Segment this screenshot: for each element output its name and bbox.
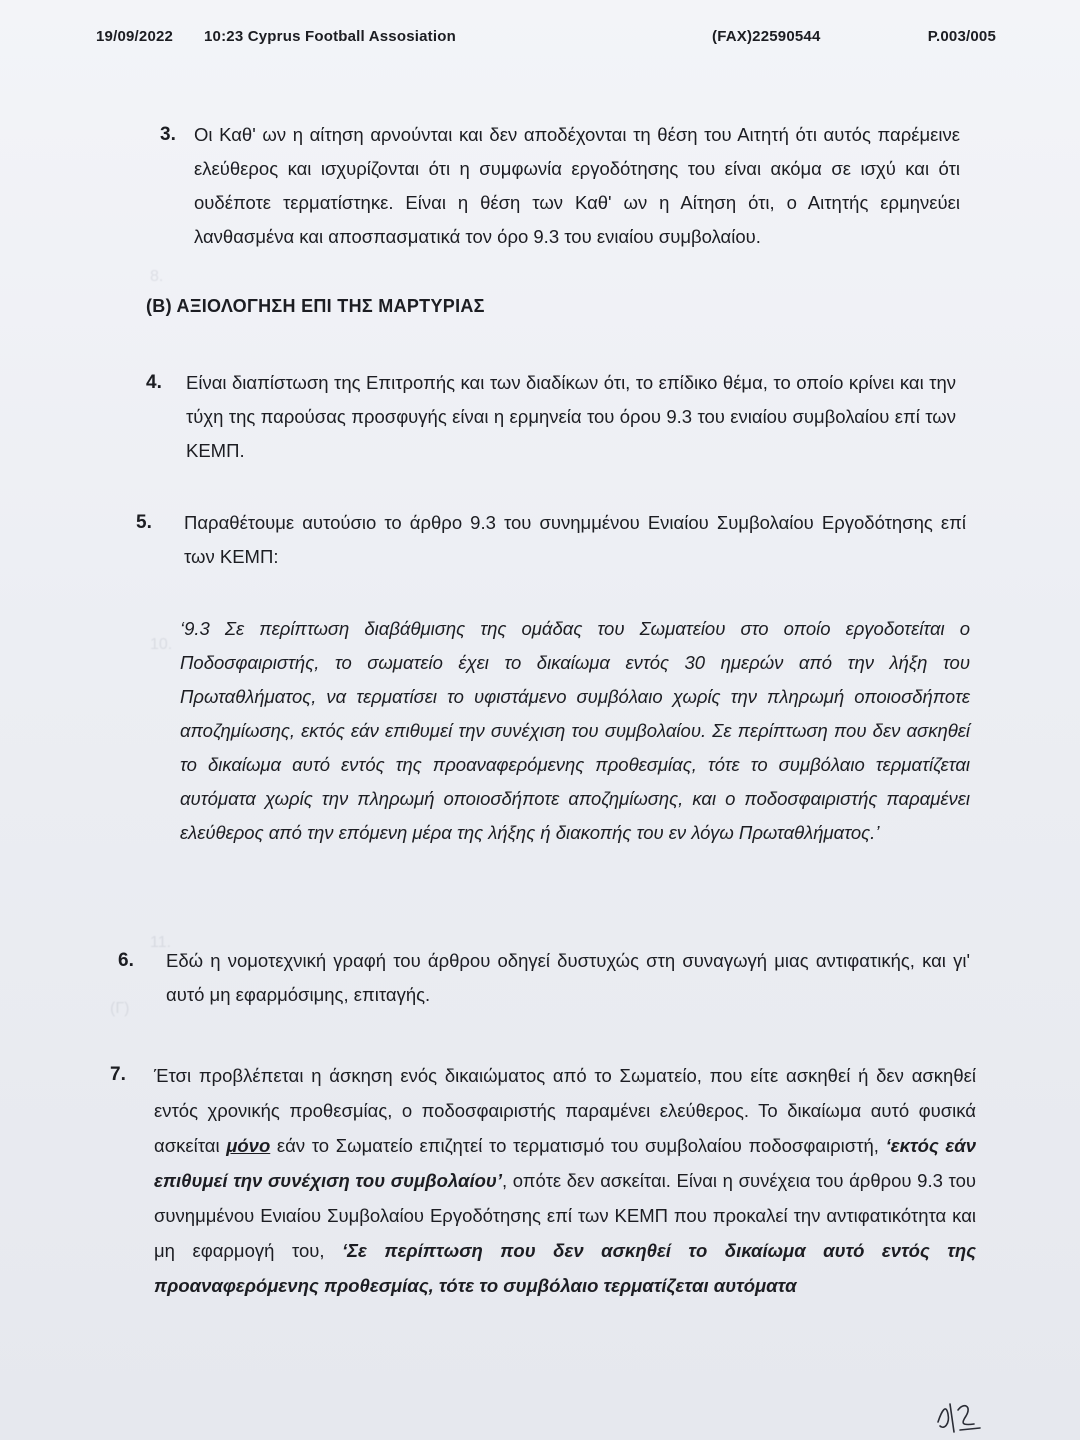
- bleed-through-text: 8.: [150, 268, 462, 285]
- paragraph-text: Είναι διαπίστωση της Επιτροπής και των διαδίκων ότι, το επίδικο θέμα, το οποίο κρίνει και την τύχη της παρούσας προσφυγής είναι η ερμηνεία του όρου 9.3 του ενιαίου συμβολαίου επί των ΚΕΜΠ.: [186, 372, 956, 461]
- paragraph-text: Εδώ η νομοτεχνική γραφή του άρθρου οδηγεί δυστυχώς στη συναγωγή μιας αντιφατικής, και γι' αυτό μη εφαρμόσιμης, επιταγής.: [166, 950, 970, 1005]
- section-heading: (Β) ΑΞΙΟΛΟΓΗΣΗ ΕΠΙ ΤΗΣ ΜΑΡΤΥΡΙΑΣ: [146, 296, 485, 316]
- fax-time-sender: 10:23 Cyprus Football Assosiation: [204, 28, 456, 45]
- quoted-article-9-3: ‘9.3 Σε περίπτωση διαβάθμισης της ομάδας του Σωματείου στο οποίο εργοδοτείται ο Ποδοσφαιριστής, το σωματείο έχει το δικαίωμα εντός 30 ημερών από την λήξη του Πρωταθλήματος, να τερματίσει το υφιστάμενο συμβόλαιο χωρίς την πληρωμή οποιοσδήποτε αποζημίωσης, εκτός εάν επιθυμεί την συνέχιση του συμβολαίου. Σε περίπτωση που δεν ασκηθεί το δικαίωμα αυτό εντός της προαναφερόμενης προθεσμίας, τότε το συμβόλαιο τερματίζεται αυτόματα χωρίς την πληρωμή οποιοσδήποτε αποζημίωσης, και ο ποδοσφαιριστής παραμένει ελεύθερος από την επόμενη μέρα της λήξης ή διακοπής του εν λόγω Πρωταθλήματος.’: [180, 618, 970, 843]
- paragraph-text: Οι Καθ' ων η αίτηση αρνούνται και δεν αποδέχονται τη θέση του Αιτητή ότι αυτός παρέμεινε ελεύθερος και ισχυρίζονται ότι η συμφωνία εργοδότησης του είναι ακόμα σε ισχύ και ότι ουδέποτε τερματίστηκε. Είναι η θέση των Καθ' ων η Αίτηση ότι, ο Αιτητής ερμηνεύει λανθασμένα και αποσπασματικά τον όρο 9.3 του ενιαίου συμβολαίου.: [194, 124, 960, 247]
- fax-date: 19/09/2022: [96, 28, 174, 45]
- bleed-through-text: (Γ): [110, 1000, 130, 1017]
- bleed-through-text: 11.: [150, 934, 172, 951]
- paragraph-number: 6.: [118, 950, 134, 971]
- paragraph-7-text-a: Έτσι προβλέπεται η άσκηση ενός δικαιώματος από το Σωματείο, που είτε ασκηθεί ή δεν ασκηθεί εντός χρονικής προθεσμίας, ο ποδοσφαιριστής παραμένει ελεύθερος. Το δικαίωμα αυτό φυσικά ασκείται: [154, 1065, 976, 1156]
- quoted-phrase-2: ‘Σε περίπτωση που δεν ασκηθεί το δικαίωμα αυτό εντός της προαναφερόμενης προθεσμίας, τότε το συμβόλαιο τερματίζεται αυτόματα: [154, 1240, 976, 1296]
- paragraph-number: 4.: [146, 372, 162, 393]
- paragraph-7-text-c: , οπότε δεν ασκείται. Είναι η συνέχεια του άρθρου 9.3 του συνημμένου Ενιαίου Συμβολαίου Εργοδότησης επί των ΚΕΜΠ που προκαλεί την αντιφατικότητα και μη εφαρμογή του,: [154, 1170, 976, 1261]
- bleed-through-text: 10.: [150, 636, 173, 653]
- paragraph-number: 5.: [136, 512, 152, 533]
- emphasis-only: μόνο: [226, 1135, 271, 1156]
- quoted-phrase-1: ‘εκτός εάν επιθυμεί την συνέχιση του συμβολαίου’: [154, 1135, 976, 1191]
- paragraph-number: 3.: [160, 124, 176, 145]
- fax-number: (FAX)22590544: [712, 28, 821, 45]
- paragraph-number: 7.: [110, 1064, 126, 1085]
- fax-header: [96, 28, 996, 52]
- paragraph-7-text-b: εάν το Σωματείο επιζητεί το τερματισμό του συμβολαίου ποδοσφαιριστή,: [270, 1135, 886, 1156]
- handwritten-initials-icon: [930, 1392, 984, 1436]
- paragraph-text: Παραθέτουμε αυτούσιο το άρθρο 9.3 του συνημμένου Ενιαίου Συμβολαίου Εργοδότησης επί των ΚΕΜΠ:: [184, 512, 966, 567]
- fax-page-number: P.003/005: [927, 28, 996, 45]
- paragraph-text: [154, 1058, 976, 1303]
